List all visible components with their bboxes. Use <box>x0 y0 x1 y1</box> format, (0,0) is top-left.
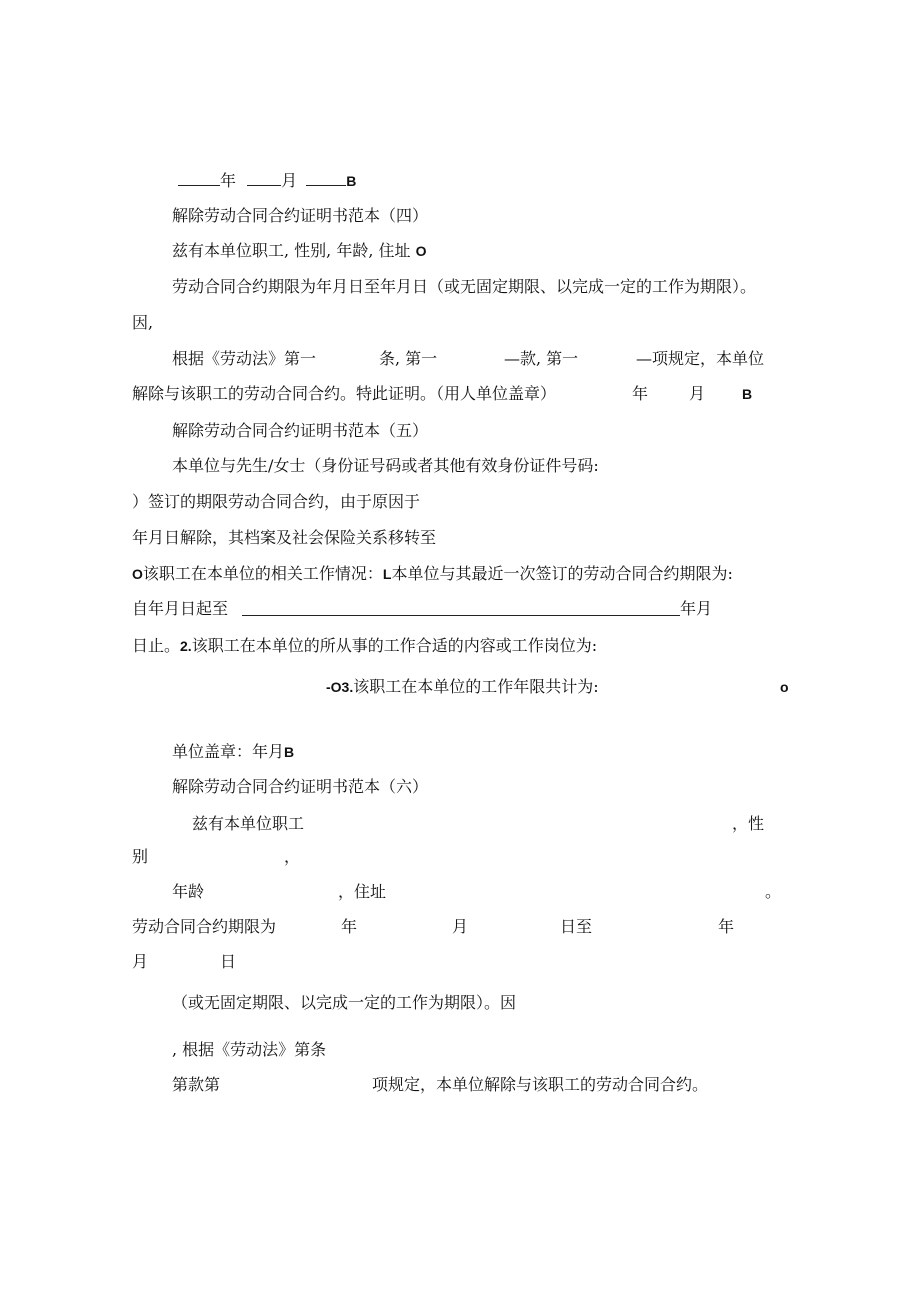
s5-l6c: 该职工在本单位的所从事的工作合适的内容或工作岗位为: <box>191 636 598 655</box>
section5-line4 <box>132 563 733 585</box>
day-blank <box>306 171 346 186</box>
section4-line4 <box>172 348 765 370</box>
s6-l3a: 年龄 <box>172 882 205 901</box>
s5-l8b: B <box>284 744 295 760</box>
section6-line6: （或无固定期限、以完成一定的工作为期限）。因 <box>172 993 517 1012</box>
s6-l4c: 月 <box>452 917 469 936</box>
s5-l4d: 本单位与其最近一次签订的劳动合同合约期限为: <box>391 564 733 583</box>
s6-l1b: ，性 <box>732 814 765 833</box>
section4-line3: 因, <box>132 313 154 332</box>
s5-l7b: 该职工在本单位的工作年限共计为: <box>353 677 599 696</box>
section5-line8 <box>172 741 294 763</box>
header-year: 年 <box>220 171 237 190</box>
section4-line1-text: 兹有本单位职工, 性别, 年龄, 住址 <box>172 241 411 260</box>
section6-line2 <box>132 846 432 868</box>
s5-l4a: O <box>132 566 143 582</box>
s5-l7a: -O3. <box>326 679 354 695</box>
s5-l6b: 2. <box>180 638 192 654</box>
section4-line2: 劳动合同合约期限为年月日至年月日（或无固定期限、以完成一定的工作为期限）。 <box>172 277 757 296</box>
s6-l8b: 项规定，本单位解除与该职工的劳动合同合约。 <box>372 1075 709 1094</box>
s4-l5a: 解除与该职工的劳动合同合约。特此证明。（用人单位盖章） <box>132 384 557 403</box>
s6-l5a: 月 <box>132 952 149 971</box>
section5-line7 <box>326 676 796 698</box>
s6-l3b: ，住址 <box>338 882 387 901</box>
section4-line1 <box>172 240 427 262</box>
s5-l5a: 自年月日起至 <box>132 599 229 618</box>
s6-l1a: 兹有本单位职工 <box>192 814 305 833</box>
year-blank <box>178 171 220 186</box>
s4-l4b: 条, 第一 <box>379 349 438 368</box>
section5-line2: ）签订的期限劳动合同合约，由于原因于 <box>132 492 421 511</box>
s5-l8a: 单位盖章：年月 <box>172 742 285 761</box>
section5-line3: 年月日解除，其档案及社会保险关系移转至 <box>132 528 437 547</box>
s5-l7c: o <box>780 679 789 695</box>
s5-l4c: L <box>382 566 392 582</box>
s4-l4a: 根据《劳动法》第一 <box>172 349 317 368</box>
s6-l4e: 年 <box>718 917 735 936</box>
s5-l5b: 年月 <box>680 599 713 618</box>
month-blank <box>247 171 281 186</box>
section5-line1: 本单位与先生/女士（身份证号码或者其他有效身份证件号码: <box>172 456 599 475</box>
header-date-line <box>178 170 356 192</box>
s5-l6a: 日止。 <box>132 636 181 655</box>
s5-l4b: 该职工在本单位的相关工作情况： <box>142 564 383 583</box>
section6-line5 <box>132 951 332 973</box>
section5-title: 解除劳动合同合约证明书范本（五） <box>172 421 429 440</box>
section4-title: 解除劳动合同合约证明书范本（四） <box>172 206 429 225</box>
section4-line1-end: O <box>415 243 427 259</box>
section6-title: 解除劳动合同合约证明书范本（六） <box>172 777 429 796</box>
s6-l2b: ， <box>284 847 301 866</box>
section5-line5 <box>132 598 732 620</box>
section6-line1 <box>192 813 792 835</box>
s6-l8a: 第款第 <box>172 1075 221 1094</box>
s5-l5-blank <box>242 601 680 616</box>
s4-l4c: —款, 第一 <box>504 349 579 368</box>
s4-l4d: —项规定，本单位 <box>636 349 765 368</box>
section5-line6 <box>132 635 597 657</box>
section6-line4 <box>132 916 752 938</box>
s6-l2a: 别 <box>132 847 149 866</box>
s6-l4a: 劳动合同合约期限为 <box>132 917 277 936</box>
s4-l5b: 年 <box>632 384 649 403</box>
s6-l4b: 年 <box>341 917 358 936</box>
s4-l5c: 月 <box>689 384 706 403</box>
section4-line5 <box>132 383 832 405</box>
section6-line7: , 根据《劳动法》第条 <box>172 1040 327 1059</box>
header-day: B <box>346 173 357 189</box>
section6-line3 <box>172 881 792 903</box>
s6-l4d: 日至 <box>560 917 593 936</box>
section6-line8 <box>172 1074 792 1096</box>
s6-l5b: 日 <box>220 952 237 971</box>
s6-l3c: 。 <box>765 882 782 901</box>
s4-l5d: B <box>742 386 753 402</box>
header-month: 月 <box>281 171 298 190</box>
